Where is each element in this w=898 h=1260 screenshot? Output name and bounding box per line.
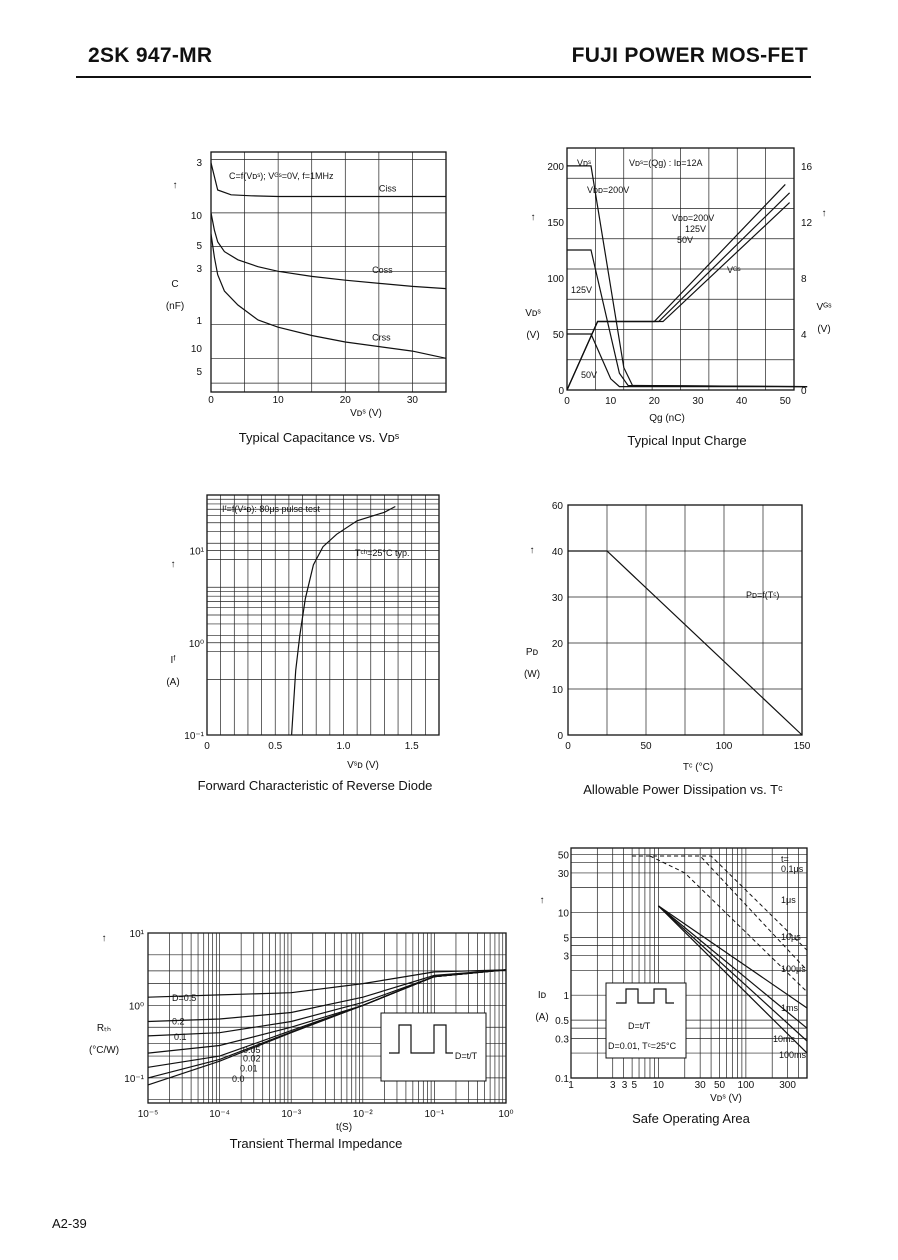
cap-condition: C=f(Vᴅˢ); Vᴳˢ=0V, f=1MHz [229,171,334,181]
cap-ytick: 5 [196,367,202,378]
qg-y2label: Vᴳˢ [816,302,832,313]
pd-xtick: 0 [565,741,571,752]
qg-annotation: 50V [581,370,598,380]
soa-ylabel: Iᴅ [537,990,547,1001]
diode-ytick: 10⁻¹ [184,731,204,742]
qg-xlabel: Qg (nC) [649,413,685,424]
diode-yarrow: ↑ [170,559,176,570]
cap-label-ciss: Ciss [378,183,397,194]
soa-line-label: 100ms [779,1050,807,1060]
pd-yunit: (W) [523,669,541,680]
soa-xtick: 3 [609,1080,616,1091]
soa-ytick: 3 [563,951,569,963]
cap-ytick: 3 [196,158,202,169]
soa-xlabel: Vᴅˢ (V) [710,1093,742,1104]
soa-xtick: 50 [713,1080,726,1091]
zth-series-label: 0.1 [174,1031,187,1042]
qg-annotation: 125V [571,285,593,295]
qg-annotation: Vᴅᴅ=200V [672,213,715,223]
soa-title: Safe Operating Area [632,1111,750,1126]
qg-xtick: 10 [605,396,617,407]
cap-ylabel: C [171,279,179,290]
qg-annotation: Vᴳˢ [727,265,741,275]
zth-ytick: 10⁰ [128,1001,144,1013]
qg-xtick: 50 [779,396,791,407]
qg-ytick: 150 [547,217,564,229]
zth-title: Transient Thermal Impedance [229,1136,403,1151]
soa-legend-formula: D=t/T [628,1021,651,1031]
soa-ytick: 1 [563,991,569,1003]
qg-y2tick: 4 [801,330,807,342]
zth-yarrow: ↑ [101,933,107,944]
pd-yarrow: ↑ [529,545,535,556]
zth-series-label: 0.0 [232,1073,245,1084]
pd-xlabel: Tᶜ (°C) [682,762,714,773]
soa-xtick: 3 [621,1080,628,1091]
zth-ytick: 10⁻¹ [124,1073,144,1085]
cap-ytick: 10 [190,344,202,355]
qg-y2arrow: ↑ [821,208,827,219]
pd-xtick: 100 [715,741,733,752]
pd-ylabel: Pᴅ [525,647,539,658]
qg-yarrow: ↑ [530,212,536,223]
zth-series-label: 0.02 [243,1053,261,1064]
soa-ytick: 0.3 [555,1034,569,1046]
pd-ytick: 60 [551,501,563,512]
zth-xtick: 10⁻⁴ [209,1109,230,1120]
diode-xtick: 0.5 [268,741,283,752]
pd-ytick: 40 [551,547,563,558]
cap-xtick: 30 [406,395,418,406]
pd-ytick: 30 [551,593,563,604]
pd-chart-grid [568,505,802,735]
diode-annotation: Tᶜʰ=25°C typ. [355,548,410,558]
soa-xtick: 5 [631,1080,638,1091]
qg-y2tick: 12 [801,218,813,230]
soa-condition: D=0.01, Tᶜ=25°C [608,1041,677,1051]
qg-annotation: Vᴅˢ [577,158,592,168]
qg-series [567,334,807,387]
qg-ytick: 0 [558,386,564,397]
zth-series-label: 0.2 [172,1016,185,1027]
qg-ylabel: Vᴅˢ [525,308,541,319]
zth-xtick: 10⁰ [498,1109,514,1120]
soa-xtick: 10 [652,1080,665,1091]
diode-ytick: 10¹ [189,546,204,558]
soa-ytick: 0.1 [555,1074,569,1085]
soa-line-label: t= [781,854,789,864]
cap-xlabel: Vᴅˢ (V) [350,408,382,419]
cap-chart-frame [211,152,446,392]
qg-xtick: 40 [736,396,748,407]
zth-series-label: 0.05 [243,1045,261,1056]
soa-ytick: 10 [557,908,569,920]
qg-xtick: 0 [564,396,570,407]
zth-xtick: 10⁻¹ [424,1109,445,1120]
cap-ytick: 5 [196,241,202,252]
cap-series-coss [211,213,446,289]
cap-series-crss [211,234,446,358]
qg-ytick: 200 [547,161,564,173]
soa-line-label: 10μs [781,932,801,942]
soa-line-label: 10ms [773,1034,796,1044]
soa-xtick: 30 [694,1080,706,1091]
zth-xtick: 10⁻³ [281,1109,302,1120]
zth-xlabel: t(S) [335,1122,353,1133]
cap-ytick: 10 [190,211,202,222]
qg-annotation: Vᴅᴅ=200V [587,185,630,195]
zth-ylabel: Rₜₕ [96,1023,112,1034]
qg-annotation: 50V [677,235,694,245]
cap-ytick: 3 [196,264,202,275]
soa-line-label: 0.1μs [781,864,804,874]
soa-line-label: 1ms [781,1003,799,1013]
part-number: 2SK 947-MR [88,44,213,67]
diode-loggrid [207,499,439,679]
diode-xtick: 1.5 [404,741,419,752]
soa-yarrow: ↑ [539,895,545,906]
soa-yunit: (A) [535,1012,549,1023]
soa-xtick: 300 [779,1080,796,1091]
zth-xtick: 10⁻² [352,1109,373,1120]
zth-yunit: (°C/W) [88,1045,120,1056]
cap-xtick: 10 [272,395,284,406]
qg-xtick: 30 [692,396,704,407]
cap-title: Typical Capacitance vs. Vᴅˢ [238,430,400,445]
diode-ylabel: Iᶠ [170,655,176,666]
diode-xtick: 0 [204,741,210,752]
soa-xtick: 100 [737,1080,755,1091]
pd-annotation: Pᴅ=f(Tᶜ) [746,590,780,600]
soa-ytick: 0.5 [555,1016,569,1028]
diode-xtick: 1.0 [336,741,351,752]
qg-ytick: 50 [552,329,564,341]
qg-y2unit: (V) [817,324,831,335]
qg-y2tick: 8 [801,274,807,286]
cap-yarrow: ↑ [172,180,178,191]
diode-ytick: 10⁰ [188,638,204,650]
brand-title: FUJI POWER MOS-FET [571,44,808,67]
qg-yunit: (V) [526,330,540,341]
cap-label-crss: Crss [372,332,391,343]
diode-xlabel: Vˢᴅ (V) [347,760,379,771]
qg-condition: Vᴅˢ=(Qg) : Iᴅ=12A [629,158,703,168]
qg-y2tick: 0 [801,386,807,397]
cap-ytick: 1 [196,316,202,327]
diode-condition: Iᶠ=f(Vˢᴅ): 80μs pulse test [222,504,321,514]
diode-yunit: (A) [166,677,180,688]
pd-ytick: 10 [551,685,563,696]
qg-series [567,250,807,387]
pd-xtick: 150 [793,741,811,752]
soa-ytick: 50 [557,850,569,862]
pd-title: Allowable Power Dissipation vs. Tᶜ [583,782,783,797]
soa-line-label: 100μs [781,964,806,974]
cap-xtick: 20 [339,395,351,406]
soa-line-label: 1μs [781,895,796,905]
zth-series-label: D=0.5 [172,993,197,1004]
diode-title: Forward Characteristic of Reverse Diode [197,778,433,793]
zth-series-label: 0.01 [240,1063,258,1074]
cap-xtick: 0 [208,395,214,406]
qg-y2tick: 16 [801,162,813,174]
zth-xtick: 10⁻⁵ [137,1109,159,1120]
pd-xtick: 50 [640,741,652,752]
pd-ytick: 20 [551,639,563,650]
page-number: A2-39 [52,1216,87,1231]
cap-yunit: (nF) [165,301,185,312]
qg-title: Typical Input Charge [627,433,747,448]
qg-annotation: 125V [685,224,707,234]
soa-xtick: 1 [568,1080,574,1091]
cap-label-coss: Coss [372,264,393,275]
zth-ytick: 10¹ [129,929,144,940]
zth-legend-formula: D=t/T [454,1051,478,1061]
soa-ytick: 30 [557,868,569,880]
qg-ytick: 100 [547,273,564,285]
pd-ytick: 0 [557,731,563,742]
qg-xtick: 20 [648,396,660,407]
soa-ytick: 5 [563,933,569,945]
